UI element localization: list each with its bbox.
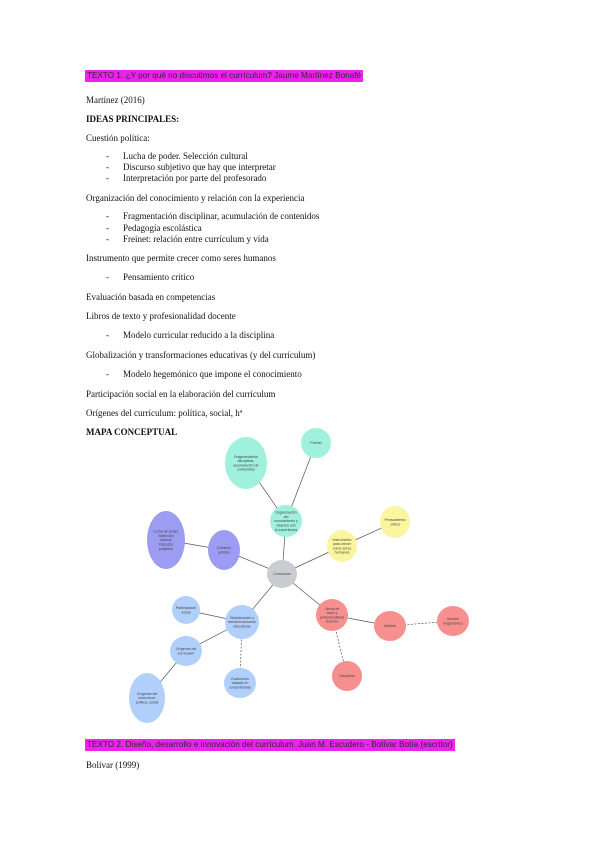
concept-node-label: Pensamiento crítico bbox=[384, 518, 406, 527]
concept-node-label: Evaluación basada en competencias bbox=[228, 676, 252, 690]
main-ideas-title: IDEAS PRINCIPALES: bbox=[86, 114, 180, 124]
section-title: Organización del conocimiento y relación con la experiencia bbox=[86, 193, 305, 203]
text1-header: TEXTO 1. ¿Y por qué no discutimos el currículum? Jaume Martínez Bonafé bbox=[87, 71, 362, 80]
concept-node bbox=[327, 530, 357, 562]
concept-node-label: Fragmentación disciplinar, acumulación de contenidos bbox=[233, 454, 259, 472]
section-title: Cuestión política: bbox=[86, 133, 150, 143]
concept-node-label: Disciplina bbox=[339, 674, 355, 679]
concept-node bbox=[332, 661, 362, 691]
list-item: - Modelo hegemónico que impone el conocimiento bbox=[106, 369, 302, 379]
text2-header: TEXTO 2. Diseño, desarrollo e innovación del currículum. Juan M. Escudero - Bolívar Botía (escritor) bbox=[87, 740, 453, 749]
concept-node bbox=[374, 611, 406, 641]
concept-node bbox=[225, 605, 259, 639]
list-item: - Freinet: relación entre currículum y vida bbox=[106, 234, 269, 244]
concept-node-label: Participación social bbox=[175, 606, 197, 615]
concept-node-label: Modelo bbox=[384, 624, 396, 629]
concept-node-label: Instrumento para crecer como seres humanos bbox=[332, 537, 352, 555]
section-title: Orígenes del currículum: política, social, hª bbox=[86, 408, 243, 418]
section-title: Evaluación basada en competencias bbox=[86, 292, 216, 302]
list-item: - Modelo curricular reducido a la disciplina bbox=[106, 330, 275, 340]
concept-node-label: Globalización y transformaciones educativas bbox=[228, 615, 256, 629]
concept-node bbox=[170, 636, 202, 666]
concept-node bbox=[225, 437, 267, 489]
concept-node-label: Cuestión política bbox=[216, 546, 232, 555]
concept-map-title: MAPA CONCEPTUAL bbox=[86, 427, 178, 437]
concept-node bbox=[129, 673, 165, 723]
concept-node bbox=[270, 505, 302, 537]
concept-node-label: Modelo hegemónico bbox=[443, 617, 463, 626]
concept-node-label: Organización del conocimiento y relación con la experiencia bbox=[274, 510, 298, 532]
concept-node bbox=[316, 599, 348, 631]
list-item: - Fragmentación disciplinar, acumulación de contenidos bbox=[106, 211, 320, 221]
list-item: - Pedagogía escolástica bbox=[106, 223, 202, 233]
list-item: - Discurso subjetivo que hay que interpretar bbox=[106, 162, 276, 172]
list-item: - Pensamiento crítico bbox=[106, 272, 195, 282]
section-title: Participación social en la elaboración del currículum bbox=[86, 389, 276, 399]
concept-node-label: Currículum bbox=[273, 572, 291, 577]
concept-node bbox=[267, 560, 297, 588]
concept-node bbox=[224, 668, 256, 698]
concept-node bbox=[172, 596, 200, 624]
concept-node-label: Orígenes del currículum bbox=[175, 647, 197, 656]
list-item: - Lucha de poder. Selección cultural bbox=[106, 151, 248, 161]
concept-node-label: Libros de texto y profesionalidad docente bbox=[319, 606, 345, 624]
citation-1: Martínez (2016) bbox=[86, 95, 145, 105]
concept-node-label: Lucha de poder. Selección cultural. Discurso subjetivo bbox=[153, 529, 179, 551]
concept-node-label: Orígenes del currículum: política, social bbox=[135, 691, 159, 705]
section-title: Libros de texto y profesionalidad docente bbox=[86, 311, 236, 321]
concept-node bbox=[437, 606, 469, 636]
concept-node bbox=[301, 428, 331, 458]
citation-2: Bolívar (1999) bbox=[86, 760, 140, 770]
concept-node bbox=[147, 511, 185, 569]
concept-node bbox=[208, 530, 240, 570]
list-item: - Interpretación por parte del profesorado bbox=[106, 173, 267, 183]
section-title: Globalización y transformaciones educativas (y del currículum) bbox=[86, 350, 316, 360]
concept-node-label: Freinet bbox=[310, 441, 322, 446]
section-title: Instrumento que permite crecer como seres humanos bbox=[86, 253, 276, 263]
concept-node bbox=[380, 506, 410, 538]
